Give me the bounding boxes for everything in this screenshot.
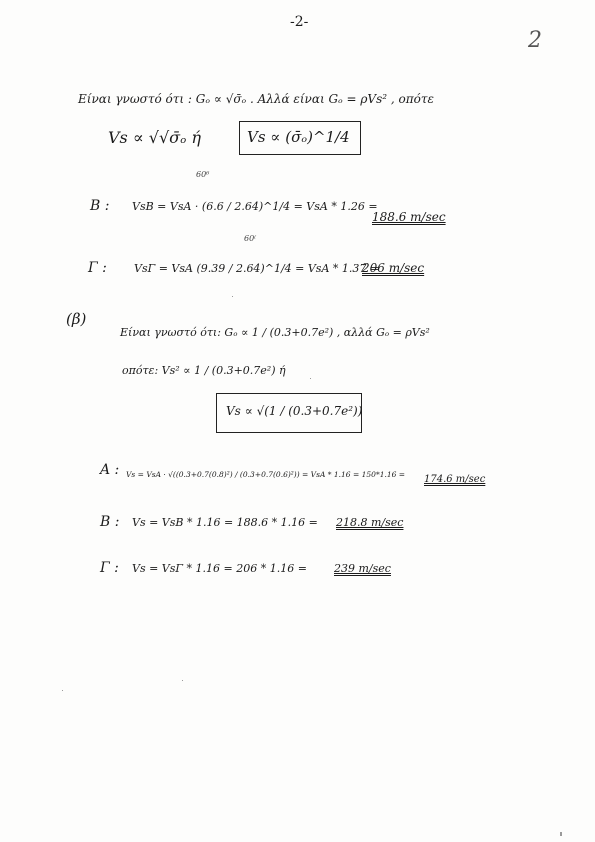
page-number: -2- xyxy=(290,14,309,30)
corner-page-number: 2 xyxy=(528,28,542,53)
part-a-b-annotation: 60⁶ xyxy=(196,170,210,179)
part-b-a-label: A : xyxy=(100,462,120,478)
part-a-b-label: Β : xyxy=(90,198,110,214)
part-a-g-annotation: 60⁽ xyxy=(244,234,257,243)
part-b-b-label: B : xyxy=(100,514,120,530)
part-b-g-result: 239 m/sec xyxy=(334,562,391,575)
part-a-intro: Είναι γνωστό ότι : Gₒ ∝ √σ̄ₒ . Αλλά είναι Gₒ = ρVs² , οπότε xyxy=(78,92,434,106)
part-a-g-result: 206 m/sec xyxy=(362,261,425,275)
part-a-g-equation: VsΓ = VsA (9.39 / 2.64)^1/4 = VsA * 1.37 = xyxy=(134,262,380,275)
part-a-boxed-result: Vs ∝ (σ̄ₒ)^1/4 xyxy=(247,128,350,146)
part-b-b-result: 218.8 m/sec xyxy=(336,516,404,529)
part-a-b-result: 188.6 m/sec xyxy=(372,210,446,224)
part-b-g-label: Γ : xyxy=(100,560,119,576)
part-b-boxed-result: Vs ∝ √(1 / (0.3+0.7e²)) xyxy=(226,404,363,418)
part-b-g-equation: Vs = VsΓ * 1.16 = 206 * 1.16 = xyxy=(132,562,307,575)
part-b-b-equation: Vs = VsB * 1.16 = 188.6 * 1.16 = xyxy=(132,516,318,529)
part-b-relation: οπότε: Vs² ∝ 1 / (0.3+0.7e²) ή xyxy=(122,364,286,377)
part-b-a-result: 174.6 m/sec xyxy=(424,474,486,485)
part-b-marker: (β) xyxy=(66,310,87,328)
part-a-relation: Vs ∝ √√σ̄ₒ ή xyxy=(108,128,201,147)
part-a-g-label: Γ : xyxy=(88,260,107,276)
part-a-b-equation: VsB = VsA · (6.6 / 2.64)^1/4 = VsA * 1.26 = xyxy=(132,200,378,213)
part-b-intro: Είναι γνωστό ότι: Gₒ ∝ 1 / (0.3+0.7e²) , αλλά Gₒ = ρVs² xyxy=(120,326,430,339)
part-b-a-equation: Vs = VsA · √((0.3+0.7(0.8)²) / (0.3+0.7(0.6)²)) = VsA * 1.16 = 150*1.16 = xyxy=(126,470,406,479)
